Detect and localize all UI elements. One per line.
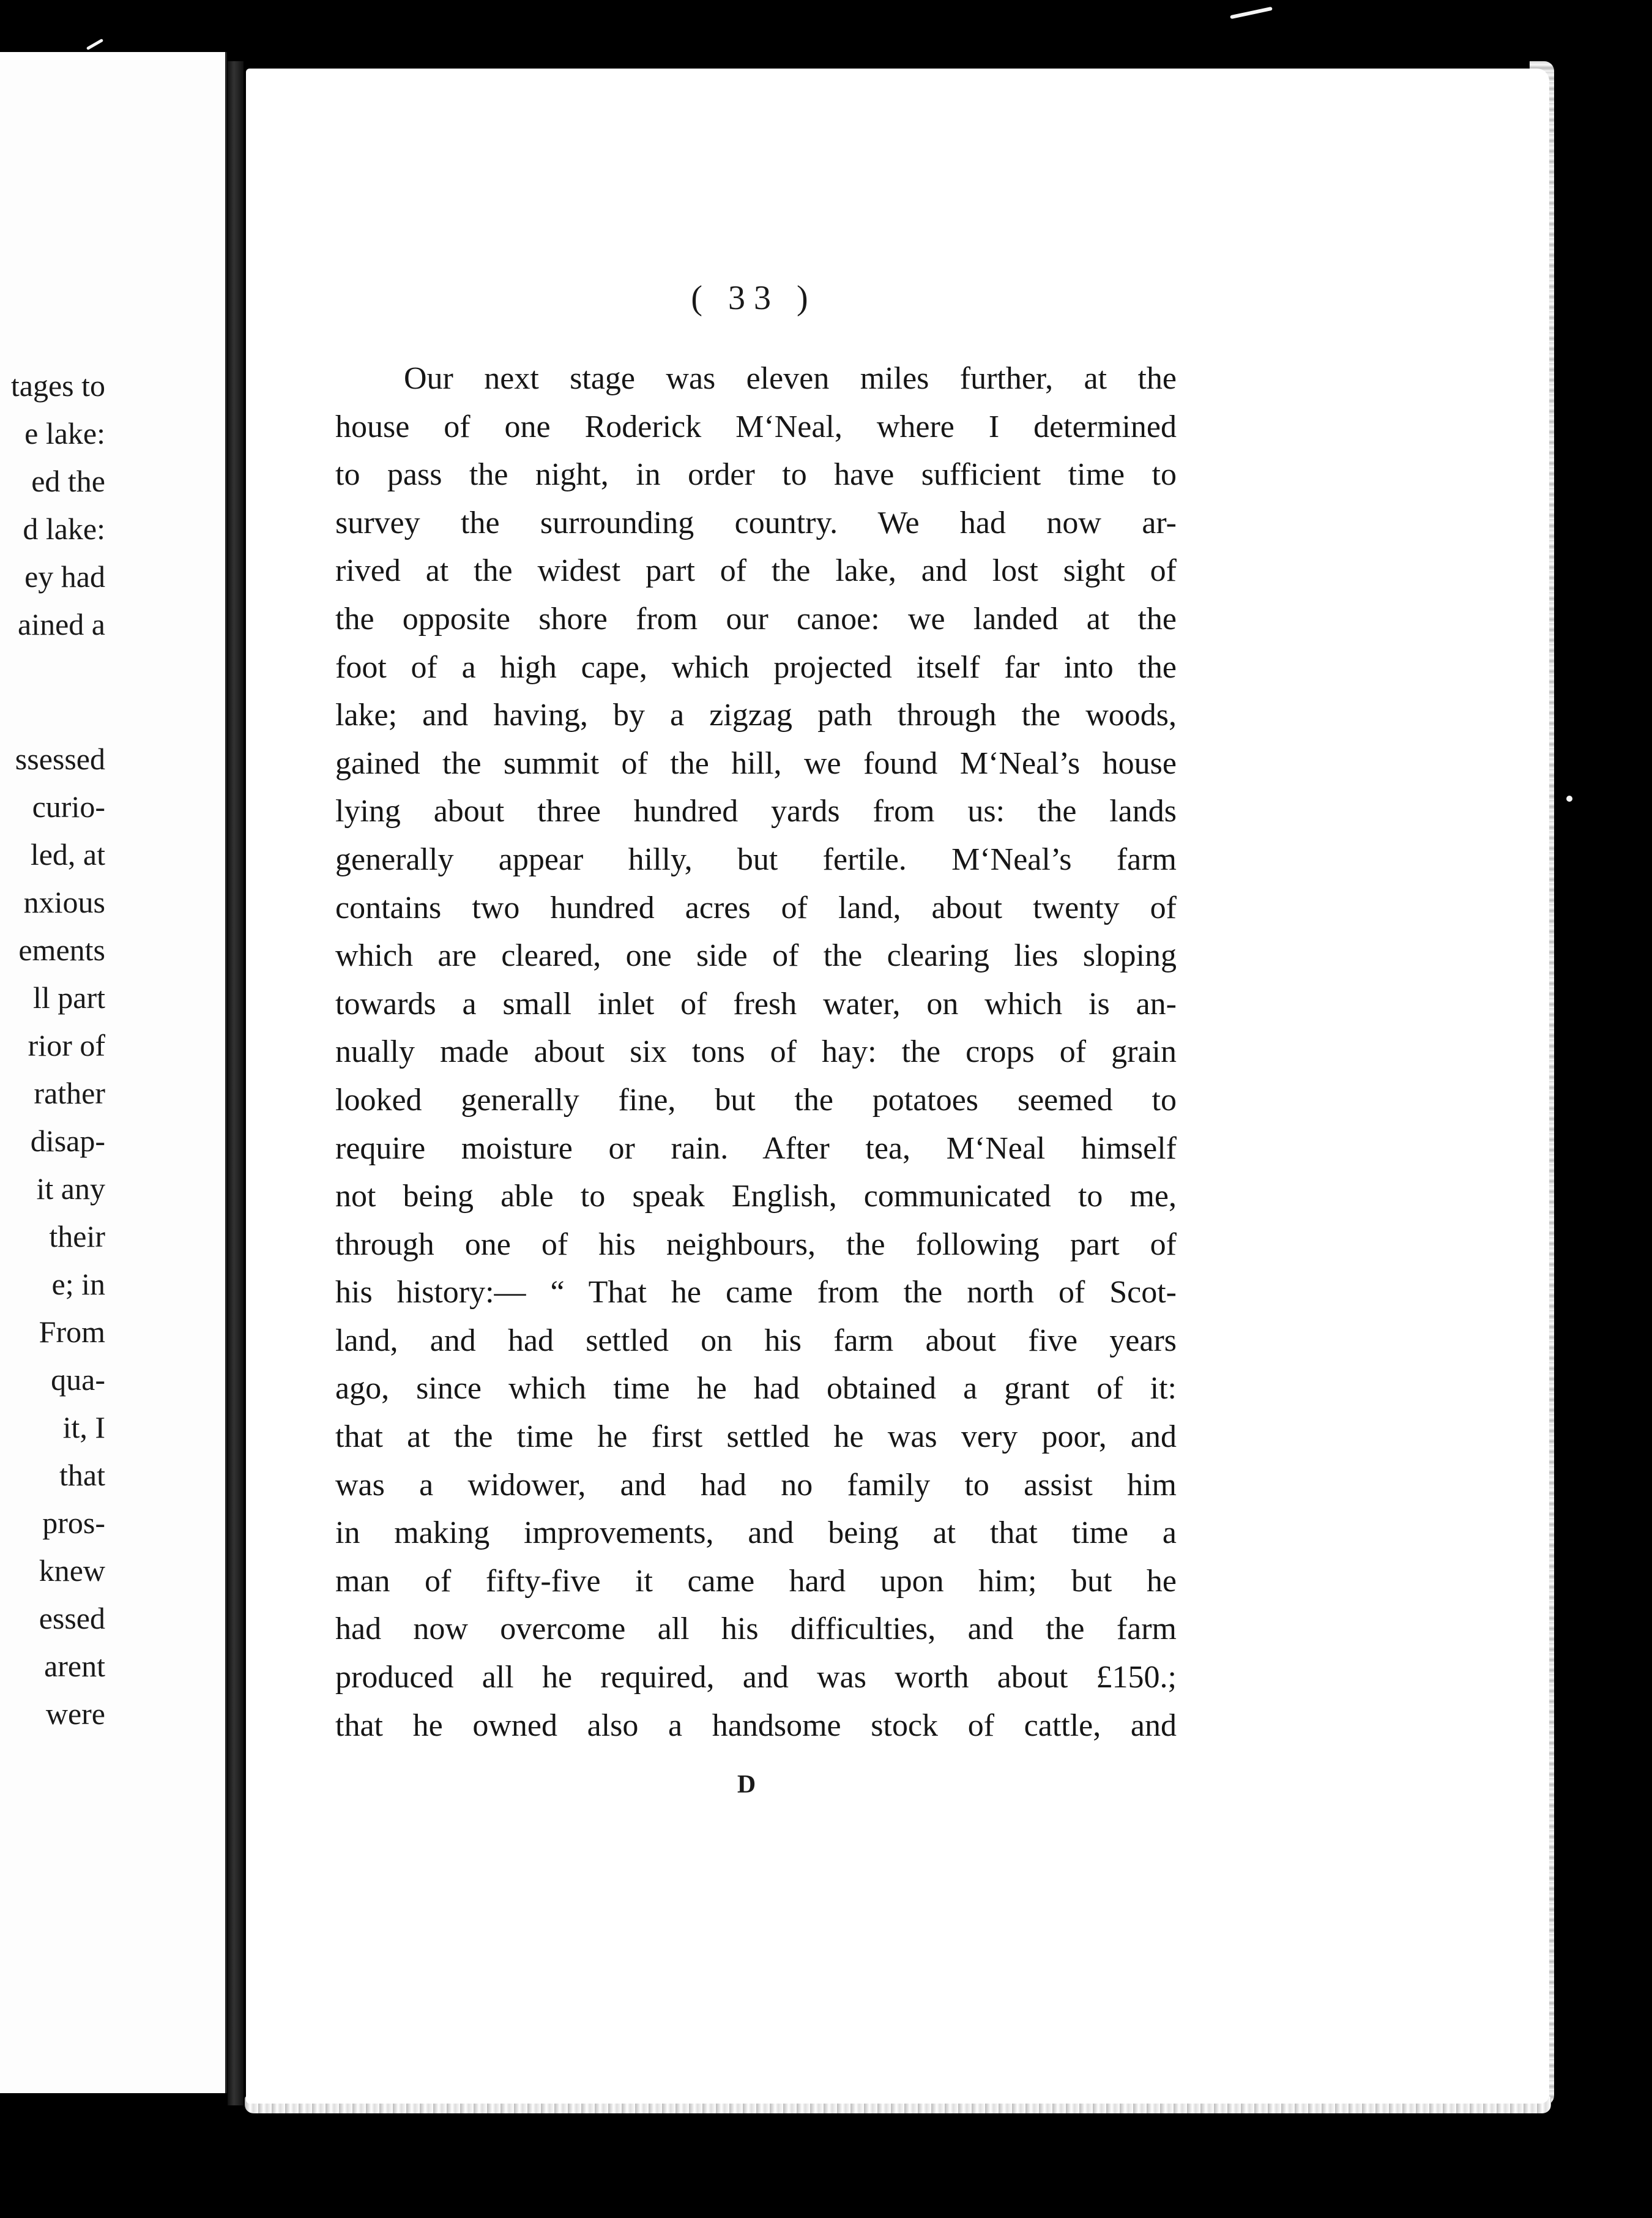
text-line: in making improvements, and being at that time a: [335, 1515, 1177, 1551]
text-line: gained the summit of the hill, we found M‘Neal’s house: [335, 745, 1177, 781]
text-line: land, and had settled on his farm about five years: [335, 1323, 1177, 1358]
text-line: the opposite shore from our canoe: we landed at the: [335, 601, 1177, 637]
text-line: looked generally fine, but the potatoes seemed to: [335, 1082, 1177, 1118]
text-line: to pass the night, in order to have sufficient time to: [335, 457, 1177, 493]
text-line: his history:— “ That he came from the north of Scot-: [335, 1275, 1177, 1310]
text-line: was a widower, and had no family to assist him: [335, 1467, 1177, 1503]
text-line: house of one Roderick M‘Neal, where I determined: [335, 409, 1177, 444]
left-page-fragment: were: [45, 1697, 105, 1731]
page-body-text: [335, 355, 1177, 1750]
left-page-fragment: ained a: [18, 607, 105, 641]
left-page-fragment: qua-: [51, 1362, 105, 1397]
left-page-fragment: rior of: [28, 1028, 105, 1062]
left-page-fragment: tages to: [10, 368, 105, 403]
left-page-fragment: knew: [39, 1553, 105, 1588]
scan-artifact: [1230, 7, 1273, 19]
text-line: that at the time he first settled he was very poor, and: [335, 1419, 1177, 1455]
left-page-fragment: ssessed: [15, 742, 105, 776]
left-page-fragment: e lake:: [24, 416, 105, 450]
left-page-fragment: From: [39, 1315, 105, 1349]
left-page-fragment: that: [59, 1458, 105, 1492]
left-page-fragment: ements: [18, 933, 105, 967]
text-line: towards a small inlet of fresh water, on which is an-: [335, 986, 1177, 1021]
text-line: had now overcome all his difficulties, and the farm: [335, 1611, 1177, 1647]
left-page-fragment: arent: [44, 1649, 105, 1683]
text-line: that he owned also a handsome stock of cattle, and: [335, 1708, 1177, 1743]
left-page-fragment: ll part: [32, 980, 105, 1015]
left-page-fragment: disap-: [30, 1124, 105, 1158]
left-page-fragment: pros-: [42, 1506, 105, 1540]
left-page-fragment: led, at: [30, 837, 105, 872]
left-page-fragment: essed: [39, 1601, 105, 1635]
scan-artifact: [1566, 796, 1572, 802]
scan-artifact: [86, 39, 103, 50]
text-line: generally appear hilly, but fertile. M‘Neal’s farm: [335, 842, 1177, 877]
left-page-fragment: rather: [34, 1076, 105, 1110]
text-line: man of fifty-five it came hard upon him; but he: [335, 1563, 1177, 1599]
left-page-fragment: nxious: [23, 885, 105, 919]
left-page-fragment: curio-: [32, 790, 105, 824]
text-line: not being able to speak English, communicated to me,: [335, 1179, 1177, 1214]
text-line: produced all he required, and was worth about £150.;: [335, 1660, 1177, 1695]
left-page-fragment: ey had: [24, 559, 105, 594]
text-line: rived at the widest part of the lake, and lost sight of: [335, 553, 1177, 589]
text-line: lying about three hundred yards from us: the lands: [335, 794, 1177, 829]
text-line: lake; and having, by a zigzag path through the woods,: [335, 698, 1177, 733]
text-line: which are cleared, one side of the clearing lies sloping: [335, 938, 1177, 974]
left-page-fragment: it any: [36, 1171, 105, 1206]
left-page-fragment: e; in: [51, 1267, 105, 1301]
signature-mark: D: [737, 1771, 756, 1799]
left-page-fragment: their: [49, 1219, 105, 1253]
text-line: survey the surrounding country. We had now ar-: [335, 505, 1177, 540]
book-gutter: [228, 61, 244, 2105]
text-line: ago, since which time he had obtained a grant of it:: [335, 1371, 1177, 1406]
text-line: nually made about six tons of hay: the crops of grain: [335, 1034, 1177, 1070]
text-line: contains two hundred acres of land, about twenty of: [335, 890, 1177, 925]
left-page-fragment: d lake:: [23, 512, 105, 546]
left-facing-page: [0, 52, 227, 2093]
left-page-fragment: ed the: [31, 464, 105, 498]
page-number: ( 33 ): [691, 279, 817, 317]
text-line: Our next stage was eleven miles further, at the: [404, 361, 1177, 396]
left-page-fragment: it, I: [62, 1410, 105, 1444]
text-line: foot of a high cape, which projected itself far into the: [335, 649, 1177, 685]
text-line: through one of his neighbours, the following part of: [335, 1227, 1177, 1262]
text-line: require moisture or rain. After tea, M‘Neal himself: [335, 1130, 1177, 1166]
